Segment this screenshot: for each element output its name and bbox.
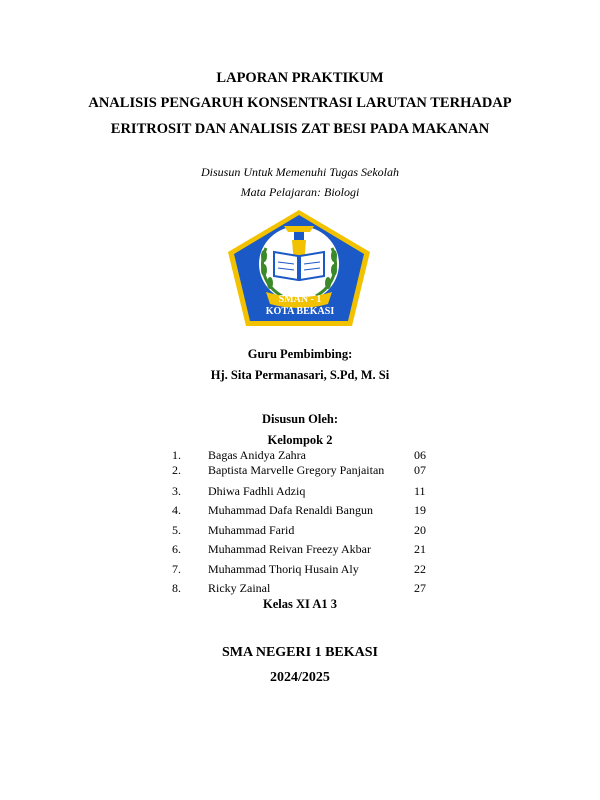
authored-by-heading: Disusun Oleh: [261, 412, 339, 426]
academic-year: 2024/2025 [270, 670, 330, 685]
member-name: Baptista Marvelle Gregory Panjaitan [208, 463, 385, 477]
member-number: 1. [172, 448, 181, 462]
list-item [0, 562, 600, 578]
member-number: 2. [172, 463, 181, 477]
member-number: 8. [172, 581, 181, 595]
member-name: Dhiwa Fadhli Adziq [208, 484, 306, 498]
list-item [0, 542, 600, 558]
list-item [0, 463, 600, 479]
member-name: Muhammad Farid [208, 523, 295, 537]
list-item [0, 484, 600, 500]
member-name: Muhammad Thoriq Husain Aly [208, 562, 359, 576]
list-item [0, 448, 600, 464]
member-absen: 07 [414, 463, 426, 477]
title-line-2: ANALISIS PENGARUH KONSENTRASI LARUTAN TERHADAP [88, 95, 512, 111]
member-name: Muhammad Dafa Renaldi Bangun [208, 503, 373, 517]
logo-text-line-2: KOTA BEKASI [265, 306, 335, 317]
list-item [0, 581, 600, 597]
member-number: 4. [172, 503, 181, 517]
member-name: Ricky Zainal [208, 581, 271, 595]
school-name: SMA NEGERI 1 BEKASI [222, 645, 378, 660]
title-line-1: LAPORAN PRAKTIKUM [216, 70, 384, 86]
member-absen: 19 [414, 503, 426, 517]
class-name: Kelas XI A1 3 [263, 597, 337, 611]
group-name: Kelompok 2 [267, 433, 333, 447]
member-number: 6. [172, 542, 181, 556]
member-number: 3. [172, 484, 181, 498]
member-number: 7. [172, 562, 181, 576]
member-absen: 11 [414, 484, 426, 498]
member-name: Bagas Anidya Zahra [208, 448, 306, 462]
member-absen: 20 [414, 523, 426, 537]
member-absen: 21 [414, 542, 426, 556]
member-absen: 27 [414, 581, 426, 595]
member-absen: 22 [414, 562, 426, 576]
title-line-3: ERITROSIT DAN ANALISIS ZAT BESI PADA MAKANAN [110, 121, 490, 137]
list-item [0, 523, 600, 539]
member-number: 5. [172, 523, 181, 537]
member-absen: 06 [414, 448, 426, 462]
subtitle-line-1: Disusun Untuk Memenuhi Tugas Sekolah [201, 165, 399, 179]
logo-text-line-1: SMAN - 1 [278, 294, 322, 305]
member-name: Muhammad Reivan Freezy Akbar [208, 542, 371, 556]
list-item [0, 503, 600, 519]
advisor-name: Hj. Sita Permanasari, S.Pd, M. Si [210, 368, 390, 382]
advisor-heading: Guru Pembimbing: [247, 347, 353, 361]
subtitle-line-2: Mata Pelajaran: Biologi [240, 185, 360, 199]
